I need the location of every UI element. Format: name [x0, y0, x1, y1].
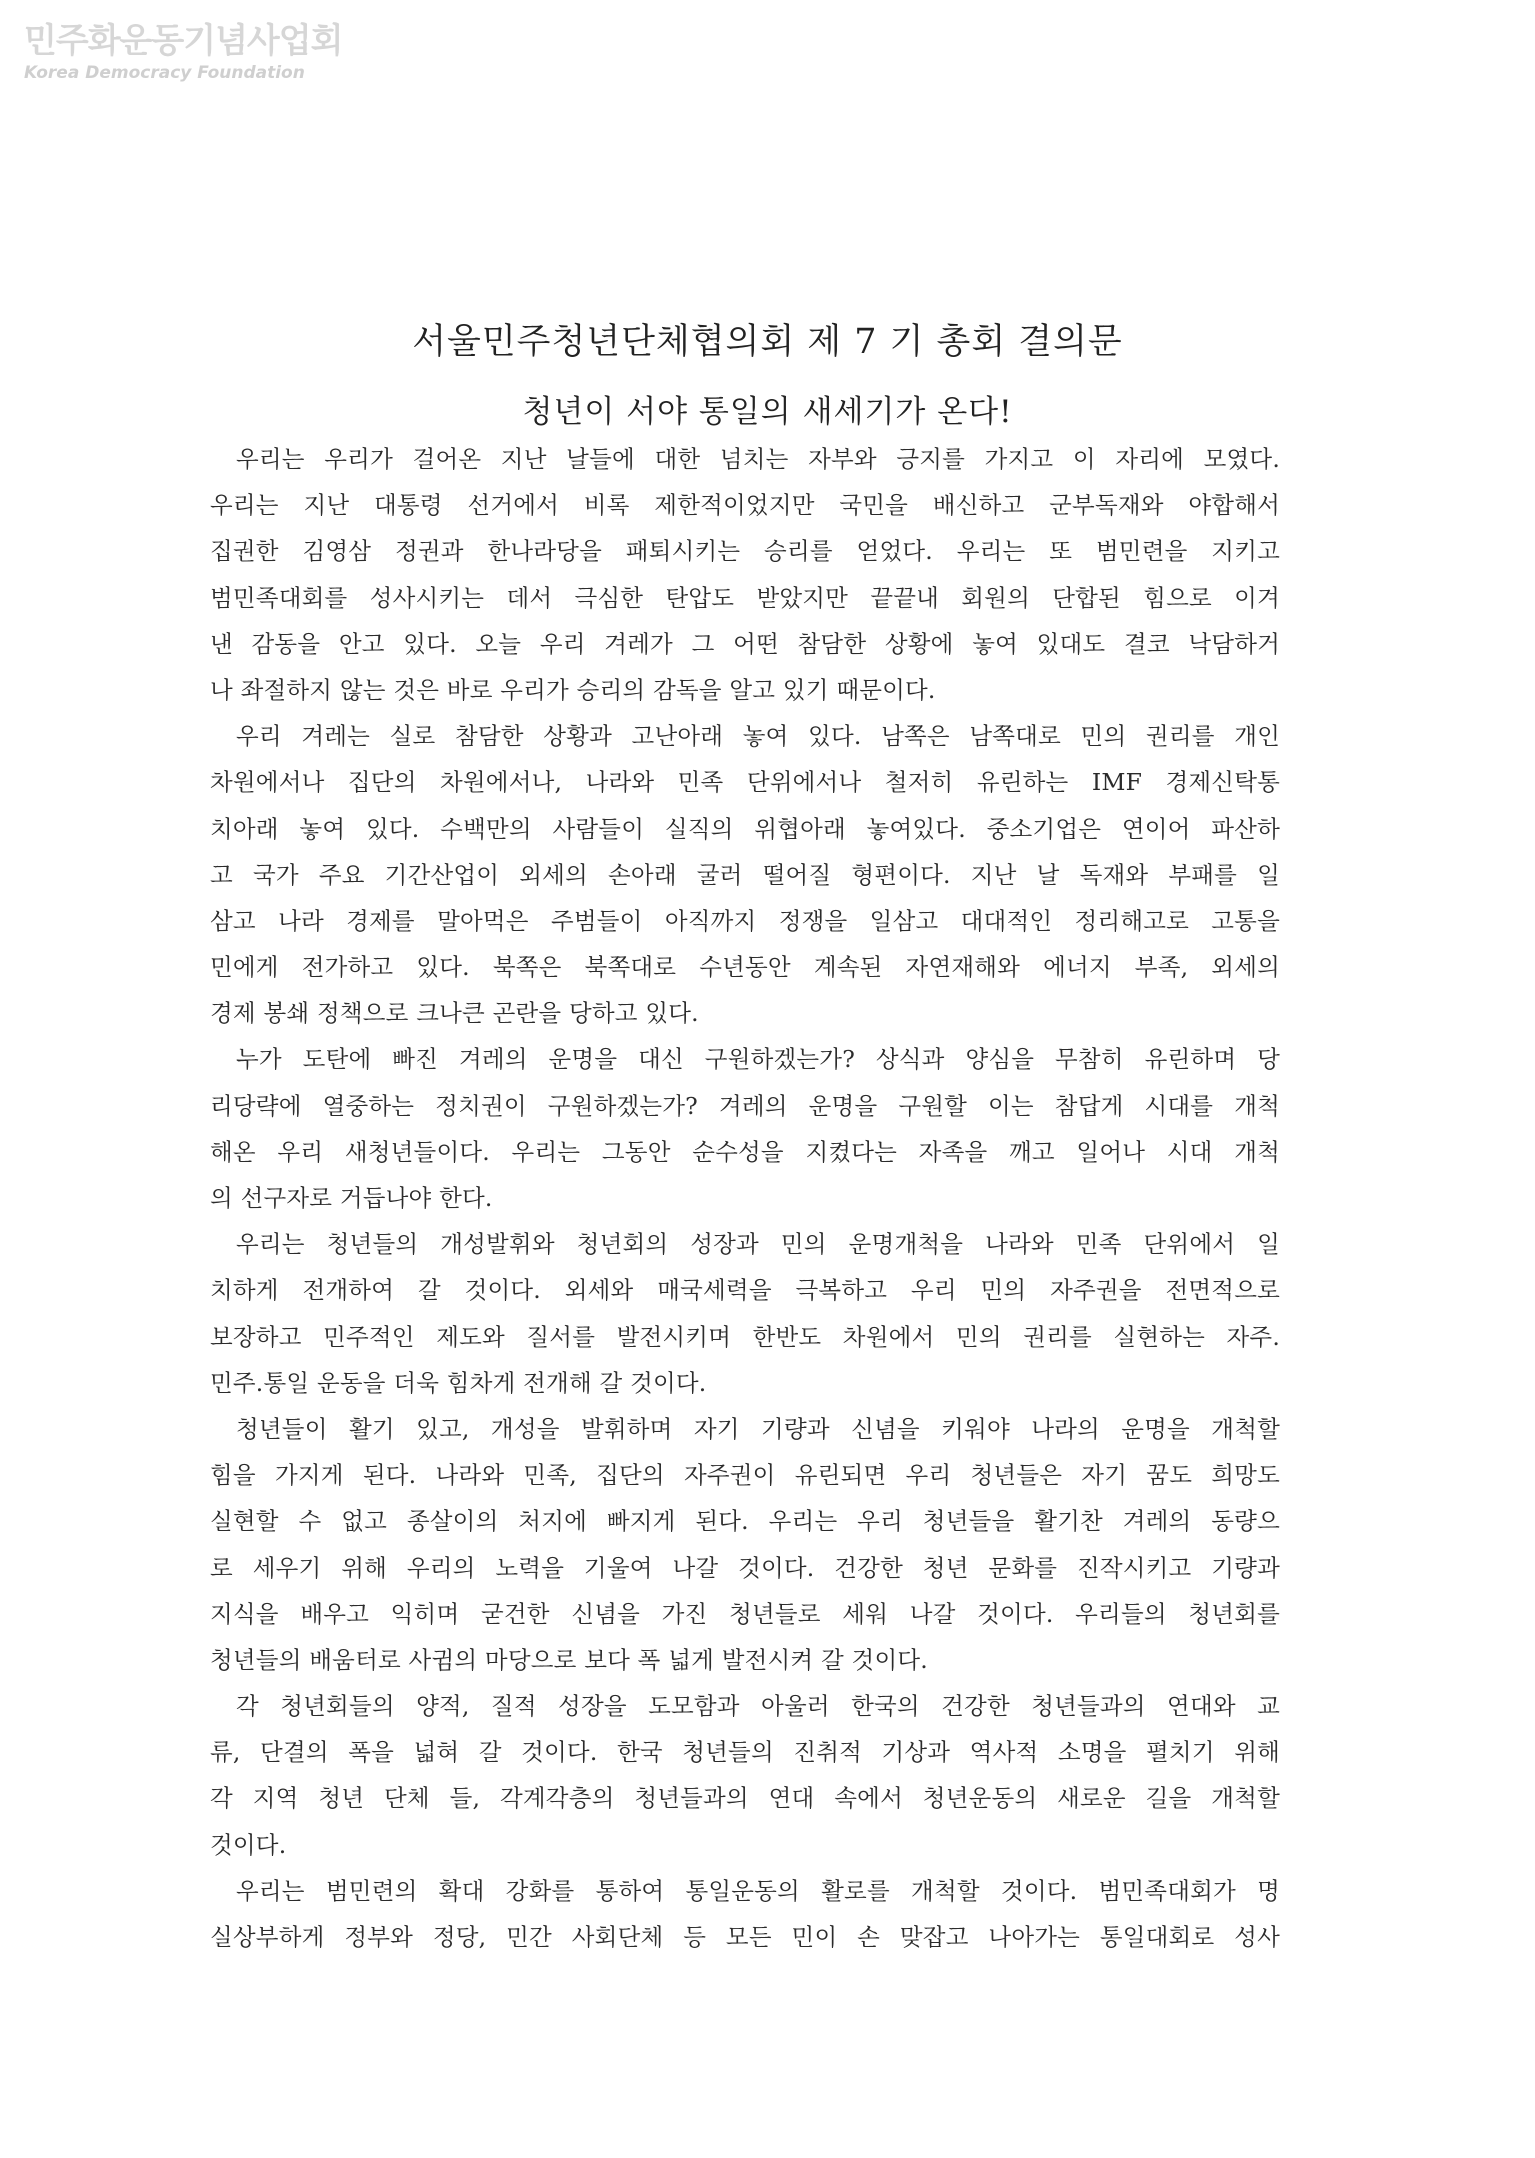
text-line: 지식을 배우고 익히며 굳건한 신념을 가진 청년들로 세워 나갈 것이다. 우리들의 청년회를 [210, 1599, 1280, 1628]
text-line: 보장하고 민주적인 제도와 질서를 발전시키며 한반도 차원에서 민의 권리를 실현하는 자주. [210, 1322, 1280, 1351]
text-line: 나 좌절하지 않는 것은 바로 우리가 승리의 감독을 알고 있기 때문이다. [210, 675, 936, 704]
text-line: 우리는 지난 대통령 선거에서 비록 제한적이었지만 국민을 배신하고 군부독재와 야합해서 [210, 491, 1280, 520]
text-line: 의 선구자로 거듭나야 한다. [210, 1184, 493, 1212]
text-line: 치아래 놓여 있다. 수백만의 사람들이 실직의 위협아래 놓여있다. 중소기업은 연이어 파산하 [210, 814, 1280, 843]
watermark-english: Korea Democracy Foundation [24, 63, 305, 83]
document-title: 서울민주청년단체협의회 제 7 기 총회 결의문 [412, 322, 1123, 362]
text-line: 낸 감동을 안고 있다. 오늘 우리 겨레가 그 어떤 참담한 상황에 놓여 있대도 결코 낙담하거 [210, 629, 1280, 658]
text-line: 범민족대회를 성사시키는 데서 극심한 탄압도 받았지만 끝끝내 회원의 단합된 힘으로 이겨 [210, 583, 1280, 612]
text-line: 경제 봉쇄 정책으로 크나큰 곤란을 당하고 있다. [210, 999, 699, 1028]
text-line: 삼고 나라 경제를 말아먹은 주범들이 아직까지 정쟁을 일삼고 대대적인 정리해고로 고통을 [210, 906, 1280, 935]
text-line: 실상부하게 정부와 정당, 민간 사회단체 등 모든 민이 손 맞잡고 나아가는 통일대회로 성사 [210, 1923, 1280, 1951]
document-body [210, 436, 1280, 1960]
text-line: 민주.통일 운동을 더욱 힘차게 전개해 갈 것이다. [210, 1368, 707, 1397]
text-line: 각 청년회들의 양적, 질적 성장을 도모함과 아울러 한국의 건강한 청년들과의 연대와 교 [236, 1692, 1280, 1721]
text-line: 우리는 범민련의 확대 강화를 통하여 통일운동의 활로를 개척할 것이다. 범민족대회가 명 [236, 1876, 1280, 1905]
watermark-logo [24, 20, 343, 84]
text-line: 각 지역 청년 단체 들, 각계각층의 청년들과의 연대 속에서 청년운동의 새로운 길을 개척할 [210, 1784, 1280, 1813]
text-line: 차원에서나 집단의 차원에서나, 나라와 민족 단위에서나 철저히 유린하는 IMF 경제신탁통 [210, 768, 1280, 797]
watermark-korean: 민주화운동기념사업회 [24, 21, 343, 61]
text-line: 것이다. [210, 1830, 287, 1859]
text-line: 고 국가 주요 기간산업이 외세의 손아래 굴러 떨어질 형편이다. 지난 날 독재와 부패를 일 [210, 860, 1280, 889]
document-subtitle: 청년이 서야 통일의 새세기가 온다! [522, 394, 1013, 430]
text-line: 치하게 전개하여 갈 것이다. 외세와 매국세력을 극복하고 우리 민의 자주권을 전면적으로 [210, 1276, 1280, 1305]
text-line: 청년들이 활기 있고, 개성을 발휘하며 자기 기량과 신념을 키워야 나라의 운명을 개척할 [236, 1414, 1280, 1443]
text-line: 민에게 전가하고 있다. 북쪽은 북쪽대로 수년동안 계속된 자연재해와 에너지 부족, 외세의 [210, 953, 1280, 982]
text-line: 청년들의 배움터로 사귐의 마당으로 보다 폭 넓게 발전시켜 갈 것이다. [210, 1645, 928, 1674]
text-line: 힘을 가지게 된다. 나라와 민족, 집단의 자주권이 유린되면 우리 청년들은 자기 꿈도 희망도 [210, 1461, 1280, 1490]
text-line: 우리는 청년들의 개성발휘와 청년회의 성장과 민의 운명개척을 나라와 민족 단위에서 일 [236, 1230, 1280, 1259]
text-line: 우리는 우리가 걸어온 지난 날들에 대한 넘치는 자부와 긍지를 가지고 이 자리에 모였다. [236, 445, 1280, 473]
text-line: 집권한 김영삼 정권과 한나라당을 패퇴시키는 승리를 얻었다. 우리는 또 범민련을 지키고 [210, 537, 1280, 566]
text-line: 로 세우기 위해 우리의 노력을 기울여 나갈 것이다. 건강한 청년 문화를 진작시키고 기량과 [210, 1553, 1280, 1582]
text-line: 누가 도탄에 빠진 겨레의 운명을 대신 구원하겠는가? 상식과 양심을 무참히 유린하며 당 [236, 1045, 1280, 1074]
text-line: 류, 단결의 폭을 넓혀 갈 것이다. 한국 청년들의 진취적 기상과 역사적 소명을 펼치기 위해 [210, 1738, 1280, 1767]
text-line: 리당략에 열중하는 정치권이 구원하겠는가? 겨레의 운명을 구원할 이는 참답게 시대를 개척 [210, 1091, 1280, 1120]
text-line: 우리 겨레는 실로 참담한 상황과 고난아래 놓여 있다. 남쪽은 남쪽대로 민의 권리를 개인 [236, 722, 1280, 751]
text-line: 해온 우리 새청년들이다. 우리는 그동안 순수성을 지켰다는 자족을 깨고 일어나 시대 개척 [210, 1137, 1280, 1166]
text-line: 실현할 수 없고 종살이의 처지에 빠지게 된다. 우리는 우리 청년들을 활기찬 겨레의 동량으 [210, 1507, 1280, 1536]
